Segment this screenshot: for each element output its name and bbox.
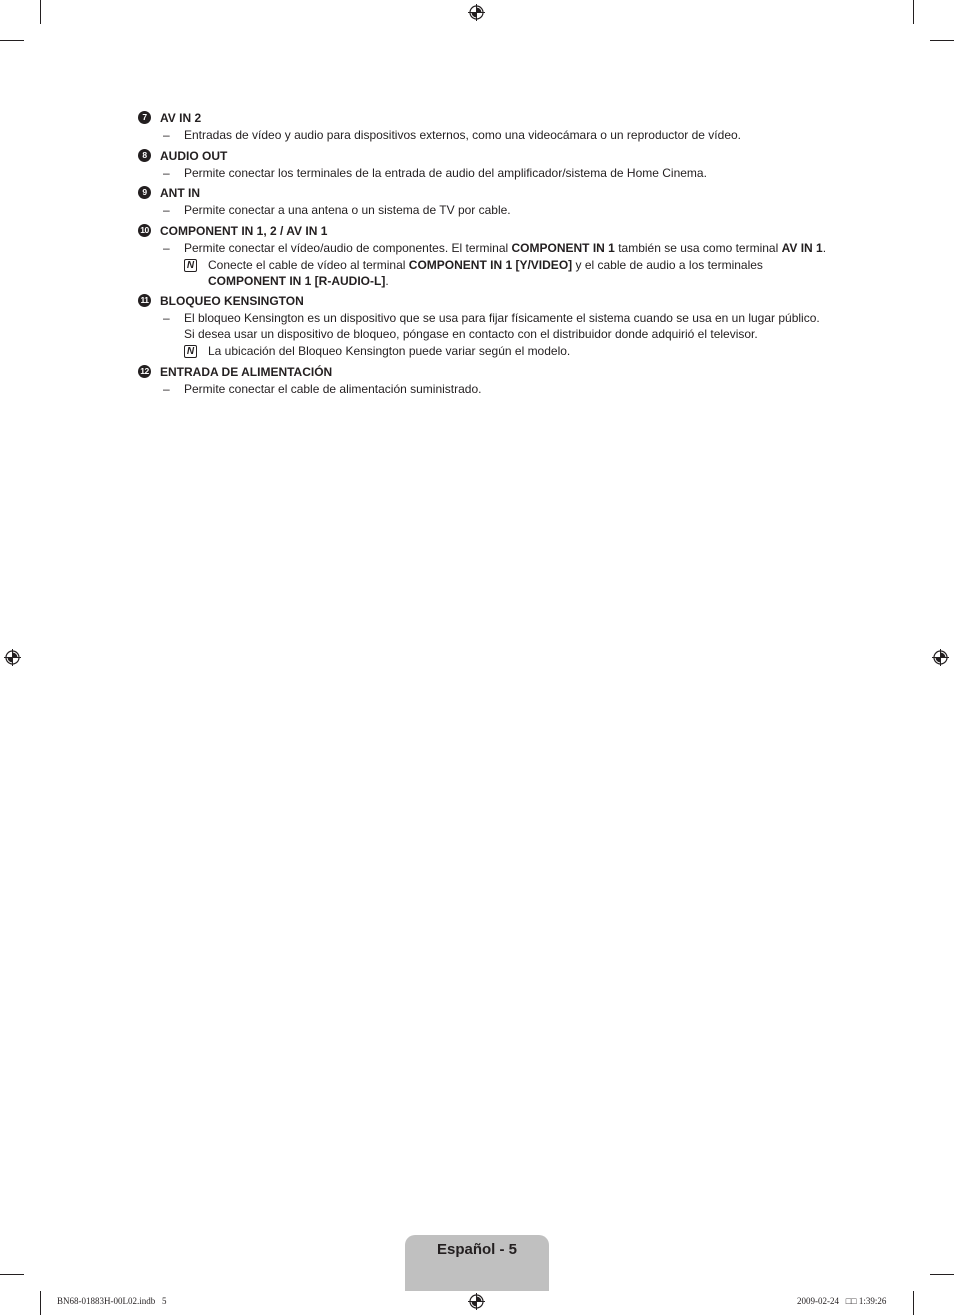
section-title: BLOQUEO KENSINGTON bbox=[160, 294, 304, 308]
description-item bbox=[138, 128, 858, 144]
dash-bullet: – bbox=[163, 203, 170, 217]
text-run: Conecte el cable de vídeo al terminal bbox=[208, 258, 409, 272]
text-run: La ubicación del Bloqueo Kensington puede variar según el modelo. bbox=[208, 344, 571, 358]
registration-mark-icon bbox=[932, 649, 949, 666]
connector-section bbox=[138, 185, 858, 219]
registration-mark-icon bbox=[468, 4, 485, 21]
description-item bbox=[138, 382, 858, 398]
connector-section bbox=[138, 293, 858, 360]
connector-section bbox=[138, 364, 858, 398]
section-number-badge: 9 bbox=[138, 186, 151, 199]
print-slug-filename: BN68-01883H-00L02.indb 5 bbox=[57, 1296, 167, 1306]
section-number-badge: 10 bbox=[138, 224, 151, 237]
dash-bullet: – bbox=[163, 128, 170, 142]
section-title: AV IN 2 bbox=[160, 111, 202, 125]
crop-mark-bottom-left-v bbox=[40, 1291, 41, 1315]
section-heading bbox=[138, 293, 858, 309]
crop-mark-top-right-v bbox=[913, 0, 914, 24]
bold-term: COMPONENT IN 1 [Y/VIDEO] bbox=[408, 258, 573, 272]
note-icon: N bbox=[184, 259, 197, 272]
section-heading bbox=[138, 148, 858, 164]
text-run: El bloqueo Kensington es un dispositivo que se usa para fijar físicamente el sistema cuando se usa en un lugar público. bbox=[184, 311, 820, 325]
text-run: Entradas de vídeo y audio para dispositivos externos, como una videocámara o un reproductor de vídeo. bbox=[184, 128, 741, 142]
section-title: COMPONENT IN 1, 2 / AV IN 1 bbox=[160, 223, 328, 238]
section-heading bbox=[138, 185, 858, 201]
crop-mark-top-left-h bbox=[0, 40, 24, 41]
connector-section bbox=[138, 148, 858, 182]
text-run: también se usa como terminal bbox=[614, 240, 782, 255]
dash-bullet: – bbox=[163, 381, 170, 396]
connector-section bbox=[138, 223, 858, 290]
text-run: Permite conectar los terminales de la entrada de audio del amplificador/sistema de Home Cinema. bbox=[184, 165, 707, 180]
note-icon: N bbox=[184, 345, 197, 358]
description-item bbox=[138, 311, 858, 342]
section-number-badge: 12 bbox=[138, 365, 151, 378]
description-item bbox=[138, 166, 858, 182]
text-run: Permite conectar a una antena o un sistema de TV por cable. bbox=[184, 203, 511, 217]
crop-mark-bottom-right-h bbox=[930, 1274, 954, 1275]
registration-mark-icon bbox=[4, 649, 21, 666]
crop-mark-top-right-h bbox=[930, 40, 954, 41]
connector-description-list bbox=[138, 110, 858, 401]
section-title: ENTRADA DE ALIMENTACIÓN bbox=[160, 364, 333, 379]
section-number-badge: 7 bbox=[138, 111, 151, 124]
dash-bullet: – bbox=[163, 311, 170, 325]
note-item bbox=[138, 258, 858, 289]
bold-term: COMPONENT IN 1 [R-AUDIO-L] bbox=[208, 273, 386, 288]
note-item bbox=[138, 344, 858, 360]
text-run: Permite conectar el cable de alimentación suministrado. bbox=[184, 381, 482, 396]
text-run: Si desea usar un dispositivo de bloqueo, póngase en contacto con el distribuidor donde adquirió el televisor. bbox=[184, 326, 758, 341]
dash-bullet: – bbox=[163, 240, 170, 255]
print-slug-timestamp: 2009-02-24 □□ 1:39:26 bbox=[797, 1296, 887, 1306]
bold-term: AV IN 1 bbox=[781, 240, 823, 255]
section-number-badge: 8 bbox=[138, 149, 151, 162]
bold-term: COMPONENT IN 1 bbox=[511, 240, 615, 255]
section-title: ANT IN bbox=[160, 186, 200, 200]
dash-bullet: – bbox=[163, 165, 170, 180]
section-title: AUDIO OUT bbox=[160, 148, 228, 163]
connector-section bbox=[138, 110, 858, 144]
registration-mark-icon bbox=[468, 1293, 485, 1310]
description-item bbox=[138, 241, 858, 257]
crop-mark-top-left-v bbox=[40, 0, 41, 24]
text-run: . bbox=[385, 273, 389, 288]
section-heading bbox=[138, 223, 858, 239]
page-number: Español - 5 bbox=[436, 1241, 518, 1258]
description-item bbox=[138, 203, 858, 219]
crop-mark-bottom-left-h bbox=[0, 1274, 24, 1275]
section-number-badge: 11 bbox=[138, 294, 151, 307]
text-run: . bbox=[822, 240, 827, 255]
section-heading bbox=[138, 364, 858, 380]
section-heading bbox=[138, 110, 858, 126]
crop-mark-bottom-right-v bbox=[913, 1291, 914, 1315]
text-run: y el cable de audio a los terminales bbox=[572, 258, 763, 272]
text-run: Permite conectar el vídeo/audio de componentes. El terminal bbox=[184, 240, 512, 255]
